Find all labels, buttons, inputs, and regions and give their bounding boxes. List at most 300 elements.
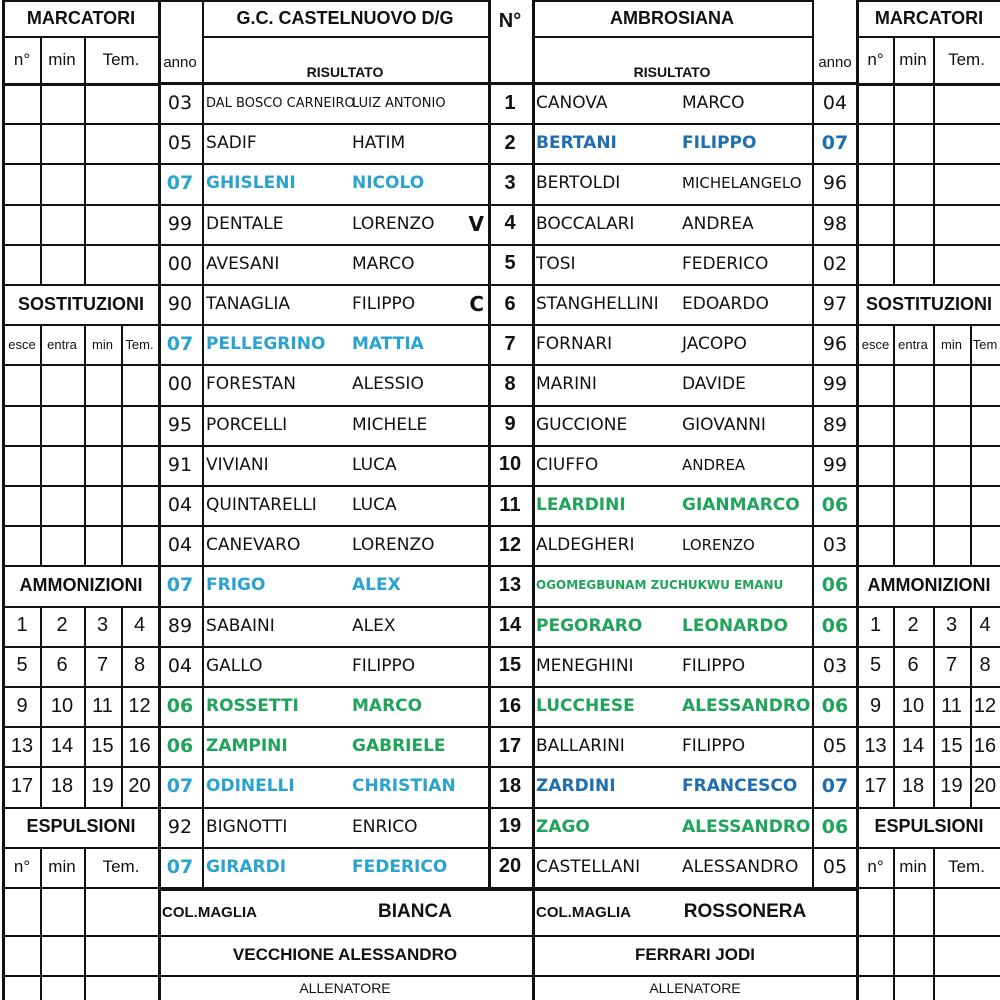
home-player-firstname[interactable]: MICHELE (352, 414, 428, 435)
home-player-surname[interactable]: SADIF (206, 133, 257, 154)
espulsione-cell[interactable] (4, 935, 40, 975)
home-col-maglia-value: BIANCA (378, 901, 452, 922)
home-player-firstname[interactable]: GABRIELE (352, 736, 446, 757)
home-player-surname[interactable]: AVESANI (206, 253, 280, 274)
home-player-firstname[interactable]: ALEX (352, 615, 396, 636)
shirt-number: 15 (498, 654, 522, 677)
grid-line (532, 36, 812, 38)
home-player-surname[interactable]: PELLEGRINO (206, 334, 326, 355)
espulsione-cell[interactable] (858, 975, 893, 1000)
ammonizione-number[interactable]: 10 (901, 694, 925, 717)
espulsione-cell[interactable] (893, 935, 933, 975)
home-player-firstname[interactable]: LORENZO (352, 535, 435, 556)
home-player-surname[interactable]: FRIGO (206, 575, 266, 596)
grid-line (158, 935, 858, 937)
away-player-firstname[interactable]: JACOPO (682, 334, 747, 355)
ammonizione-number[interactable]: 8 (979, 654, 991, 677)
ammonizione-number[interactable]: 4 (979, 614, 991, 637)
substitution-cell[interactable] (933, 445, 970, 485)
substitution-cell[interactable] (933, 405, 970, 445)
away-col-maglia-label: COL.MAGLIA (536, 903, 631, 921)
ammonizione-number[interactable]: 1 (869, 614, 882, 637)
away-player-surname[interactable]: LUCCHESE (536, 696, 635, 717)
scorer-cell[interactable] (40, 244, 84, 284)
espulsione-cell[interactable] (84, 935, 158, 975)
ammonizione-number[interactable]: 15 (91, 734, 114, 757)
grid-line (858, 726, 1000, 728)
substitution-cell[interactable] (858, 525, 893, 565)
scorer-cell[interactable] (40, 123, 84, 163)
espulsione-cell[interactable] (858, 887, 893, 935)
away-player-firstname[interactable]: ALESSANDRO (682, 856, 799, 877)
substitution-cell[interactable] (121, 525, 158, 565)
substitution-cell[interactable] (933, 525, 970, 565)
home-player-surname[interactable]: PORCELLI (206, 414, 288, 435)
sostituzioni-col-3: Tem (972, 336, 998, 352)
home-player-firstname[interactable]: CHRISTIAN (352, 776, 456, 797)
grid-line (858, 485, 1000, 487)
grid-line (858, 405, 1000, 407)
away-player-surname[interactable]: GUCCIONE (536, 414, 628, 435)
home-player-surname[interactable]: QUINTARELLI (206, 495, 317, 516)
scorer-cell[interactable] (4, 123, 40, 163)
substitution-cell[interactable] (84, 525, 121, 565)
sostituzioni-header: SOSTITUZIONI (866, 293, 992, 314)
substitution-cell[interactable] (893, 525, 933, 565)
away-player-surname[interactable]: ZAGO (536, 816, 590, 837)
shirt-number: 8 (504, 372, 516, 395)
home-player-surname[interactable]: DENTALE (206, 213, 284, 234)
scorer-cell[interactable] (858, 83, 893, 123)
ammonizione-number[interactable]: 4 (133, 614, 146, 637)
espulsioni-col-0: n° (13, 856, 31, 876)
ammonizione-number[interactable]: 8 (133, 654, 146, 677)
home-player-firstname[interactable]: LUCA (352, 495, 397, 516)
away-player-firstname[interactable]: GIANMARCO (682, 495, 800, 516)
ammonizione-number[interactable]: 13 (864, 734, 887, 757)
grid-line (858, 244, 1000, 246)
grid-line (158, 686, 858, 688)
ammonizioni-header: AMMONIZIONI (867, 574, 991, 595)
grid-line (893, 606, 895, 807)
grid-line (158, 847, 858, 849)
espulsione-cell[interactable] (858, 935, 893, 975)
scorer-cell[interactable] (40, 163, 84, 203)
espulsione-cell[interactable] (40, 935, 84, 975)
grid-line (893, 847, 895, 1000)
grid-line (158, 726, 858, 728)
away-player-surname[interactable]: BERTANI (536, 133, 617, 154)
ammonizione-number[interactable]: 7 (945, 654, 958, 677)
grid-line (4, 935, 158, 937)
home-player-firstname[interactable]: LUCA (352, 454, 397, 475)
home-player-surname[interactable]: FORESTAN (206, 374, 296, 395)
ammonizione-number[interactable]: 14 (901, 734, 925, 757)
home-player-surname[interactable]: BIGNOTTI (206, 816, 288, 837)
substitution-cell[interactable] (84, 405, 121, 445)
espulsione-cell[interactable] (84, 887, 158, 935)
grid-line (858, 0, 1000, 2)
grid-line (4, 646, 158, 648)
grid-line (202, 36, 488, 38)
home-player-surname[interactable]: ROSSETTI (206, 696, 299, 717)
home-player-firstname[interactable]: LORENZO (352, 213, 435, 234)
ammonizione-number[interactable]: 6 (907, 654, 919, 677)
ammonizione-number[interactable]: 13 (10, 734, 34, 757)
espulsioni-col-2: Tem. (102, 856, 140, 876)
home-anno-header: anno (163, 54, 197, 71)
away-player-firstname[interactable]: FILIPPO (682, 133, 757, 154)
home-player-firstname[interactable]: MARCO (352, 696, 423, 717)
ammonizione-number[interactable]: 3 (945, 614, 958, 637)
substitution-cell[interactable] (121, 364, 158, 404)
home-player-surname[interactable]: GALLO (206, 655, 263, 676)
ammonizione-number[interactable]: 17 (864, 774, 887, 797)
scorer-cell[interactable] (893, 123, 933, 163)
home-player-firstname[interactable]: LUIZ ANTONIO (352, 95, 446, 111)
ammonizione-number[interactable]: 2 (56, 614, 68, 637)
home-player-anno: 89 (167, 614, 193, 637)
home-player-firstname[interactable]: FILIPPO (352, 294, 416, 315)
grid-line (858, 525, 1000, 527)
grid-line (158, 565, 858, 567)
substitution-cell[interactable] (933, 485, 970, 525)
shirt-number: 11 (499, 493, 521, 516)
grid-line (933, 847, 935, 1000)
shirt-number: 14 (498, 614, 522, 637)
away-player-anno: 06 (821, 815, 849, 838)
scorer-cell[interactable] (858, 204, 893, 244)
substitution-cell[interactable] (858, 364, 893, 404)
home-player-firstname[interactable]: FEDERICO (352, 856, 448, 877)
scorer-cell[interactable] (933, 244, 1000, 284)
ammonizione-number[interactable]: 17 (10, 774, 34, 797)
shirt-number: 17 (498, 734, 522, 757)
substitution-cell[interactable] (858, 405, 893, 445)
scorer-cell[interactable] (40, 83, 84, 123)
away-player-firstname[interactable]: ANDREA (682, 455, 746, 474)
sostituzioni-col-1: entra (898, 336, 928, 352)
grid-line (858, 123, 1000, 125)
espulsioni-col-1: min (48, 856, 76, 876)
scorer-cell[interactable] (893, 204, 933, 244)
home-player-firstname[interactable]: HATIM (352, 133, 406, 154)
home-player-firstname[interactable]: ALESSIO (352, 374, 424, 395)
espulsione-cell[interactable] (893, 975, 933, 1000)
away-player-firstname[interactable]: ALESSANDRO (682, 696, 811, 717)
grid-line (858, 445, 1000, 447)
scorer-cell[interactable] (4, 204, 40, 244)
scorer-cell[interactable] (4, 244, 40, 284)
substitution-cell[interactable] (4, 364, 40, 404)
grid-line (158, 525, 858, 527)
scorer-cell[interactable] (858, 244, 893, 284)
scorer-cell[interactable] (858, 163, 893, 203)
substitution-cell[interactable] (970, 445, 1000, 485)
home-player-anno: 04 (167, 654, 193, 677)
away-player-anno: 03 (822, 534, 848, 557)
espulsione-cell[interactable] (893, 887, 933, 935)
sostituzioni-col-2: min (92, 336, 113, 352)
ammonizione-number[interactable]: 2 (907, 614, 919, 637)
scorer-cell[interactable] (933, 163, 1000, 203)
substitution-cell[interactable] (970, 364, 1000, 404)
home-player-anno: 00 (167, 373, 193, 396)
away-player-surname[interactable]: ALDEGHERI (536, 535, 635, 556)
grid-line (40, 847, 42, 1000)
sostituzioni-col-0: esce (861, 336, 890, 352)
grid-line (4, 807, 158, 809)
grid-line (4, 405, 158, 407)
scorer-cell[interactable] (84, 83, 158, 123)
substitution-cell[interactable] (970, 485, 1000, 525)
espulsione-cell[interactable] (933, 935, 1000, 975)
home-player-role-mark: V (468, 211, 484, 236)
home-player-surname[interactable]: VIVIANI (206, 454, 269, 475)
home-player-firstname[interactable]: ENRICO (352, 816, 418, 837)
shirt-number: 5 (504, 252, 516, 275)
ammonizione-number[interactable]: 6 (56, 654, 68, 677)
grid-line (4, 975, 158, 977)
substitution-cell[interactable] (121, 445, 158, 485)
away-player-firstname[interactable]: FILIPPO (682, 655, 746, 676)
home-player-anno: 95 (167, 413, 193, 436)
ammonizione-number[interactable]: 9 (869, 694, 882, 717)
away-col-maglia-value: ROSSONERA (683, 901, 807, 922)
scorer-cell[interactable] (84, 244, 158, 284)
scorer-cell[interactable] (40, 204, 84, 244)
ammonizione-number[interactable]: 19 (940, 774, 963, 797)
away-player-surname[interactable]: OGOMEGBUNAM ZUCHUKWU EMANU (536, 578, 784, 593)
grid-line (858, 36, 1000, 38)
away-player-surname[interactable]: MARINI (536, 374, 597, 395)
away-player-anno: 06 (821, 695, 849, 718)
substitution-cell[interactable] (84, 364, 121, 404)
away-player-anno: 06 (821, 494, 849, 517)
grid-line (158, 606, 858, 608)
scorer-cell[interactable] (858, 123, 893, 163)
espulsione-cell[interactable] (40, 975, 84, 1000)
marcatori-col-0: n° (13, 49, 31, 69)
grid-line (40, 606, 42, 807)
grid-line (158, 123, 858, 125)
away-player-surname[interactable]: ZARDINI (536, 776, 616, 797)
ammonizione-number[interactable]: 14 (50, 734, 74, 757)
grid-line (858, 807, 1000, 809)
ammonizione-number[interactable]: 11 (92, 694, 113, 717)
away-player-surname[interactable]: PEGORARO (536, 615, 643, 636)
substitution-cell[interactable] (84, 445, 121, 485)
substitution-cell[interactable] (893, 445, 933, 485)
ammonizione-number[interactable]: 18 (901, 774, 925, 797)
ammonizione-number[interactable]: 12 (973, 694, 997, 717)
grid-line (858, 83, 1000, 86)
away-player-surname[interactable]: MENEGHINI (536, 655, 634, 676)
home-player-surname[interactable]: DAL BOSCO CARNEIRO (206, 95, 355, 111)
away-player-surname[interactable]: BOCCALARI (536, 213, 635, 234)
scorer-cell[interactable] (933, 204, 1000, 244)
scorer-cell[interactable] (933, 83, 1000, 123)
shirt-number: 12 (498, 533, 522, 556)
away-player-firstname[interactable]: MICHELANGELO (682, 174, 802, 193)
substitution-cell[interactable] (84, 485, 121, 525)
substitution-cell[interactable] (4, 445, 40, 485)
ammonizione-number[interactable]: 20 (128, 774, 151, 797)
grid-line (121, 606, 123, 807)
away-risultato-label: RISULTATO (633, 64, 711, 80)
shirt-number: 1 (504, 91, 516, 114)
marcatori-col-2: Tem. (948, 49, 985, 69)
substitution-cell[interactable] (40, 485, 84, 525)
away-player-firstname[interactable]: LEONARDO (682, 615, 788, 636)
grid-line (4, 204, 158, 206)
grid-line (4, 0, 158, 2)
ammonizione-number[interactable]: 10 (50, 694, 74, 717)
marcatori-header: MARCATORI (874, 7, 984, 28)
away-player-surname[interactable]: CIUFFO (536, 454, 599, 475)
ammonizione-number[interactable]: 12 (128, 694, 151, 717)
grid-line (121, 324, 123, 565)
grid-line (970, 606, 972, 807)
substitution-cell[interactable] (40, 525, 84, 565)
home-player-anno: 00 (167, 252, 193, 275)
home-player-anno: 07 (166, 574, 194, 597)
away-player-firstname[interactable]: GIOVANNI (682, 414, 766, 435)
away-player-surname[interactable]: FORNARI (536, 334, 613, 355)
scorer-cell[interactable] (84, 163, 158, 203)
ammonizione-number[interactable]: 15 (940, 734, 963, 757)
scorer-cell[interactable] (4, 163, 40, 203)
espulsione-cell[interactable] (4, 975, 40, 1000)
grid-line (158, 405, 858, 407)
substitution-cell[interactable] (40, 405, 84, 445)
grid-line (84, 36, 86, 284)
substitution-cell[interactable] (40, 364, 84, 404)
ammonizione-number[interactable]: 5 (869, 654, 882, 677)
espulsione-cell[interactable] (933, 975, 1000, 1000)
ammonizione-number[interactable]: 9 (16, 694, 28, 717)
ammonizione-number[interactable]: 16 (128, 734, 151, 757)
substitution-cell[interactable] (4, 485, 40, 525)
home-player-firstname[interactable]: NICOLO (352, 173, 425, 194)
scorer-cell[interactable] (893, 244, 933, 284)
substitution-cell[interactable] (893, 364, 933, 404)
scorer-cell[interactable] (4, 83, 40, 123)
home-player-firstname[interactable]: MARCO (352, 253, 415, 274)
grid-line (933, 324, 935, 565)
away-player-surname[interactable]: STANGHELLINI (536, 294, 659, 315)
away-player-firstname[interactable]: FILIPPO (682, 736, 746, 757)
scorer-cell[interactable] (893, 83, 933, 123)
substitution-cell[interactable] (4, 525, 40, 565)
grid-line (970, 324, 972, 565)
away-player-anno: 96 (822, 172, 848, 195)
substitution-cell[interactable] (40, 445, 84, 485)
home-player-surname[interactable]: GHISLENI (206, 173, 296, 194)
grid-line (858, 887, 1000, 889)
substitution-cell[interactable] (970, 525, 1000, 565)
home-player-surname[interactable]: ODINELLI (206, 776, 295, 797)
ammonizione-number[interactable]: 3 (96, 614, 109, 637)
away-player-surname[interactable]: LEARDINI (536, 495, 626, 516)
ammonizione-number[interactable]: 19 (91, 774, 114, 797)
espulsione-cell[interactable] (84, 975, 158, 1000)
away-player-surname[interactable]: CANOVA (536, 93, 608, 114)
home-player-anno: 90 (167, 293, 193, 316)
away-player-surname[interactable]: CASTELLANI (536, 856, 641, 877)
home-player-surname[interactable]: GIRARDI (206, 856, 287, 877)
grid-line (532, 0, 812, 2)
away-player-anno: 05 (822, 735, 848, 758)
espulsioni-header: ESPULSIONI (874, 816, 984, 837)
grid-line (158, 445, 858, 447)
substitution-cell[interactable] (893, 485, 933, 525)
scorer-cell[interactable] (933, 123, 1000, 163)
away-player-firstname[interactable]: FRANCESCO (682, 776, 798, 797)
ammonizione-number[interactable]: 20 (973, 774, 997, 797)
espulsione-cell[interactable] (4, 887, 40, 935)
substitution-cell[interactable] (4, 405, 40, 445)
home-player-anno: 07 (166, 775, 194, 798)
away-player-firstname[interactable]: ALESSANDRO (682, 816, 811, 837)
espulsioni-header: ESPULSIONI (26, 816, 136, 837)
scorer-cell[interactable] (84, 204, 158, 244)
grid-line (40, 324, 42, 565)
grid-line (858, 565, 1000, 567)
ammonizione-number[interactable]: 1 (16, 614, 28, 637)
substitution-cell[interactable] (970, 405, 1000, 445)
substitution-cell[interactable] (893, 405, 933, 445)
home-team-name: G.C. CASTELNUOVO D/G (236, 7, 454, 28)
home-player-firstname[interactable]: MATTIA (352, 334, 424, 355)
scorer-cell[interactable] (893, 163, 933, 203)
home-player-surname[interactable]: CANEVARO (206, 535, 301, 556)
home-player-firstname[interactable]: FILIPPO (352, 655, 416, 676)
substitution-cell[interactable] (121, 485, 158, 525)
home-player-surname[interactable]: SABAINI (206, 615, 275, 636)
substitution-cell[interactable] (933, 364, 970, 404)
home-player-surname[interactable]: ZAMPINI (206, 736, 288, 757)
grid-line (4, 766, 158, 768)
away-player-firstname[interactable]: ANDREA (682, 213, 754, 234)
away-anno-header: anno (818, 54, 852, 71)
substitution-cell[interactable] (858, 485, 893, 525)
espulsione-cell[interactable] (40, 887, 84, 935)
away-player-firstname[interactable]: LORENZO (682, 536, 755, 555)
home-player-firstname[interactable]: ALEX (352, 575, 401, 596)
substitution-cell[interactable] (121, 405, 158, 445)
espulsione-cell[interactable] (933, 887, 1000, 935)
ammonizione-number[interactable]: 5 (16, 654, 28, 677)
scorer-cell[interactable] (84, 123, 158, 163)
away-player-firstname[interactable]: MARCO (682, 93, 745, 114)
away-player-firstname[interactable]: DAVIDE (682, 374, 746, 395)
away-player-firstname[interactable]: FEDERICO (682, 253, 769, 274)
ammonizione-number[interactable]: 18 (50, 774, 74, 797)
away-player-firstname[interactable]: EDOARDO (682, 294, 769, 315)
substitution-cell[interactable] (858, 445, 893, 485)
away-player-surname[interactable]: BERTOLDI (536, 173, 621, 194)
away-player-surname[interactable]: TOSI (536, 253, 576, 274)
away-player-surname[interactable]: BALLARINI (536, 736, 625, 757)
ammonizione-number[interactable]: 7 (96, 654, 109, 677)
ammonizione-number[interactable]: 16 (973, 734, 997, 757)
shirt-number: 4 (504, 212, 516, 235)
grid-line (158, 82, 858, 85)
ammonizione-number[interactable]: 11 (941, 694, 962, 717)
home-player-surname[interactable]: TANAGLIA (206, 294, 291, 315)
away-player-anno: 02 (822, 252, 848, 275)
